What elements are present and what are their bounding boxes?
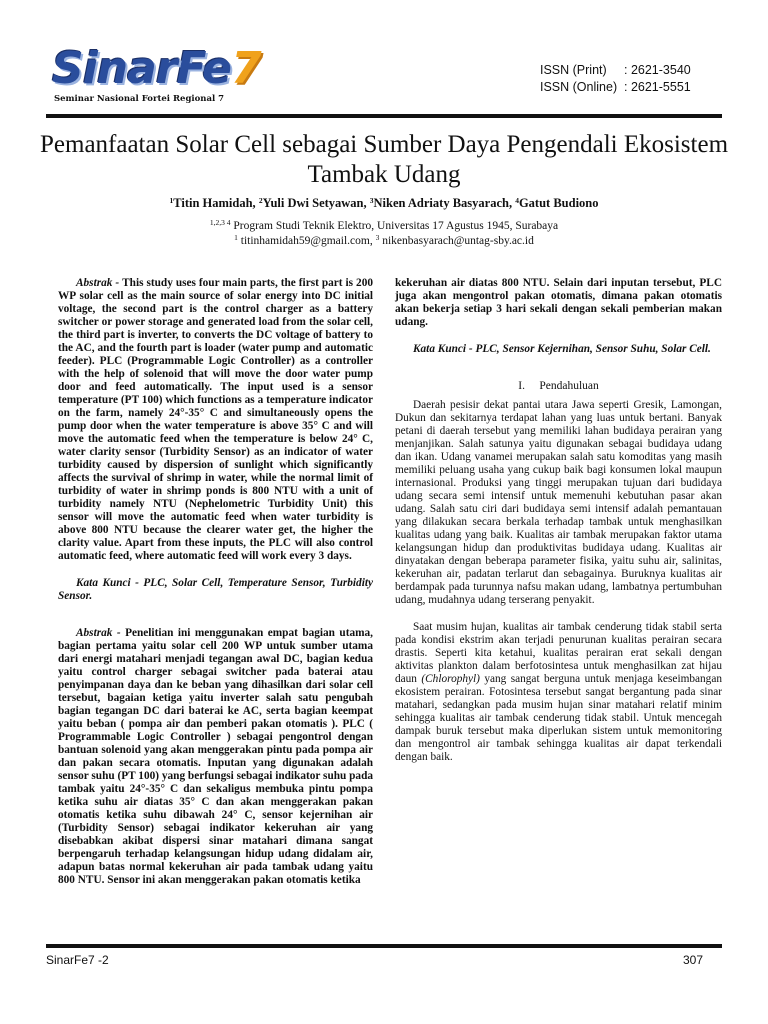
author-2-number: 2 [258,196,263,205]
abstract-english [58,277,373,563]
affiliation-block [40,219,728,249]
keywords-english: Kata Kunci - PLC, Solar Cell, Temperature Sensor, Turbidity Sensor. [58,577,373,602]
issn-online-value: : 2621-5551 [624,80,691,94]
section-title: Pendahuluan [539,380,599,392]
logo-wordmark [52,44,261,94]
abstract-english-label: Abstrak - [76,277,123,289]
author-3: Niken Adriaty Basyarach, [373,196,516,210]
page-number: 307 [683,953,704,967]
logo-subtitle: Seminar Nasional Fortei Regional 7 [54,94,225,104]
author-1: Titin Hamidah, [173,196,259,210]
author-4: Gatut Budiono [518,196,599,210]
section-heading [395,380,722,393]
affiliation-line [40,219,728,234]
intro-paragraph-2-part-b: yang sangat berguna untuk menjaga keseimbangan ekosistem perairan. Fotosintesa tersebut sangat bergantung pada sinar matahari, sedangkan pada musim hujan sinar matahari relatif minim sehingga kualitas air tambak cenderung tidak stabil. Untuk mencegah dampak buruk tersebut maka diperlukan sistem untuk memonitoring dan mengontrol air tambak sehingga kualitas air dapat terkendali dengan baik. [395,673,722,763]
section-number: I. [518,380,525,392]
issn-online-label: ISSN (Online) [540,80,618,94]
intro-paragraph-2 [395,621,722,764]
abstract-indonesian-continued: kekeruhan air diatas 800 NTU. Selain dari inputan tersebut, PLC juga akan mengontrol pakan otomatis, dimana pakan otomatis akan bekerja setiap 3 hari sekali dengan sekali pemberian makan udang. [395,277,722,328]
spacer [58,603,373,617]
email-1: titinhamidah59@gmail.com, [237,235,376,247]
email-2: nikenbasyarach@untag-sby.ac.id [379,235,534,247]
intro-paragraph-2-part-a: Saat musim hujan, kualitas air tambak cenderung tidak stabil serta pada kondisi ekstrim akan terjadi penurunan kualitas perairan secara drastis. Seperti kita ketahui, kualitas perairan erat sekali dengan aktivitas plankton dalam berfotosintesa untuk menghasilkan zat hijau daun [395,621,722,685]
email-1-number: 1 [234,233,238,242]
issn-print-label: ISSN (Print) [540,63,607,77]
author-list [40,196,728,211]
issn-print-value: : 2621-3540 [624,63,691,77]
issn-block [540,62,691,96]
email-line [40,234,728,249]
chlorophyl-term: (Chlorophyl) [421,673,480,685]
logo-number: 7 [230,43,261,94]
issn-print [540,62,691,79]
conference-logo [52,43,261,108]
logo-text: SinarFe [52,43,231,94]
footer-rule [46,944,722,948]
author-2: Yuli Dwi Setyawan, [262,196,370,210]
abstract-indonesian [58,627,373,887]
footer-conference: SinarFe7 -2 [46,953,109,967]
author-3-number: 3 [369,196,374,205]
paper-title: Pemanfaatan Solar Cell sebagai Sumber Daya Pengendali Ekosistem Tambak Udang [40,131,729,188]
header-rule [46,114,722,118]
keywords-indonesian: Kata Kunci - PLC, Sensor Kejernihan, Sensor Suhu, Solar Cell. [413,343,711,355]
abstract-indonesian-text: Penelitian ini menggunakan empat bagian utama, bagian pertama yaitu solar cell 200 WP untuk sumber utama dari energi matahari menjadi tegangan awal DC, bagian kedua yaitu control charger sebagai switcher pada baterai atau penyimpanan daya dan ke beban yang dihasilkan dari solar cell tersebut, bagaian ketiga yaitu inverter salah satu pengubah bagian tegangan DC dari baterai ke AC, serta bagian keempat yaitu beban ( pompa air dan pemberi pakan otomatis ). PLC ( Programmable Logic Controller ) sebagai pengontrol dengan bantuan solenoid yang akan menggerakan pintu pada pompa air dan pakan secara otomatis. Inputan yang digunakan adalah sensor suhu (PT 100) yang berfungsi sebagai indikator suhu pada tambak yaitu 24°-35° C dan sekaligus membuka pintu pompa ketika suhu air diatas 35° C dan akan menggerakan pakan otomatis ketika suhu dibawah 24° C, sensor kejernihan air (Turbidity Sensor) sebagai indikator kekeruhan air yang disebabkan akibat dispersi sinar matahari dimana sangat berpengaruh terhadap kelangsungan hidup udang didalam air, adapun batas normal kekeruhan air pada tambak udang yaitu 800 NTU. Sensor ini akan menggerakan pakan otomatis ketika [58,627,373,886]
abstract-english-text: This study uses four main parts, the first part is 200 WP solar cell as the main source of solar energy into DC initial voltage, the second part is the control charger as a battery switcher or power storage and generated load from the solar cell, the third part is inverter, to converts the DC voltage of battery to the AC, and the fourth part is loader (water pump and automatic feeder). PLC (Programmable Logic Controller) as a controller with the help of solenoid that will move the door water pump door and feed automatically. The input used is a sensor temperature (PT 100) which functions as a temperature indicator on the farm, namely 24°-35° C and simultaneously opens the pump door when the water temperature is above 35° C and will move the automatic feed when the temperature is below 24° C, water clarity sensor (Turbidity Sensor) as an indicator of water turbidity caused by dispersion of sunlight which significantly affects the survival of shrimp in water, while the normal limit of turbidity of water in shrimp ponds is 800 NTU with a unit of turbidity namely NTU (Nephelometric Turbidity Unit) this sensor will move the automatic feed when water turbidity is above 800 NTU because the clearer water get, the higher the clarity value. Apart from these inputs, the PLC will also control automatic feed, where automatic feed will work every 3 days. [58,277,373,562]
right-column [395,277,722,764]
left-column [58,277,373,887]
author-1-number: 1 [169,196,174,205]
abstract-indonesian-label: Abstrak - [76,627,126,639]
issn-online [540,79,691,96]
author-4-number: 4 [515,196,519,205]
email-2-number: 3 [375,233,380,242]
affiliation: Program Studi Teknik Elektro, Universitas 17 Agustus 1945, Surabaya [230,220,559,232]
intro-paragraph-1: Daerah pesisir dekat pantai utara Jawa seperti Gresik, Lamongan, Dukun dan sekitarnya terdapat lahan yang luas untuk bertani. Banyak petani di daerah tersebut yang memiliki lahan budidaya perairan yang menjanjikan. Salah satunya yaitu digunakan sebagai budidaya udang dan ikan. Udang vanamei merupakan salah satu komoditas yang masih memiliki peluang usaha yang cukup baik bagi konsumen lokal maupun internasional. Produksi yang tinggi merupakan tujuan dari budidaya udang secara semi intensif untuk memenuhi kebutuhan pasar akan udang. Salah satu ciri dari budidaya semi intensif adalah pemantauan yang dilakukan secara berkala terhadap tambak untuk menghasilkan kualitas udang yang baik. Kualitas air tambak merupakan faktor utama kelangsungan hidup dan produktivitas budidaya udang. Kualitas air dinyatakan dengan beberapa parameter fisika, yaitu suhu air, salinitas, kekeruhan air, padatan terlarut dan sebagainya. Buruknya kualitas air berdampak pada turunnya nafsu makan udang, lambatnya pertumbuhan udang, mudahnya udang terserang penyakit. [395,399,722,606]
affiliation-numbers: 1,2,3 4 [209,218,231,227]
